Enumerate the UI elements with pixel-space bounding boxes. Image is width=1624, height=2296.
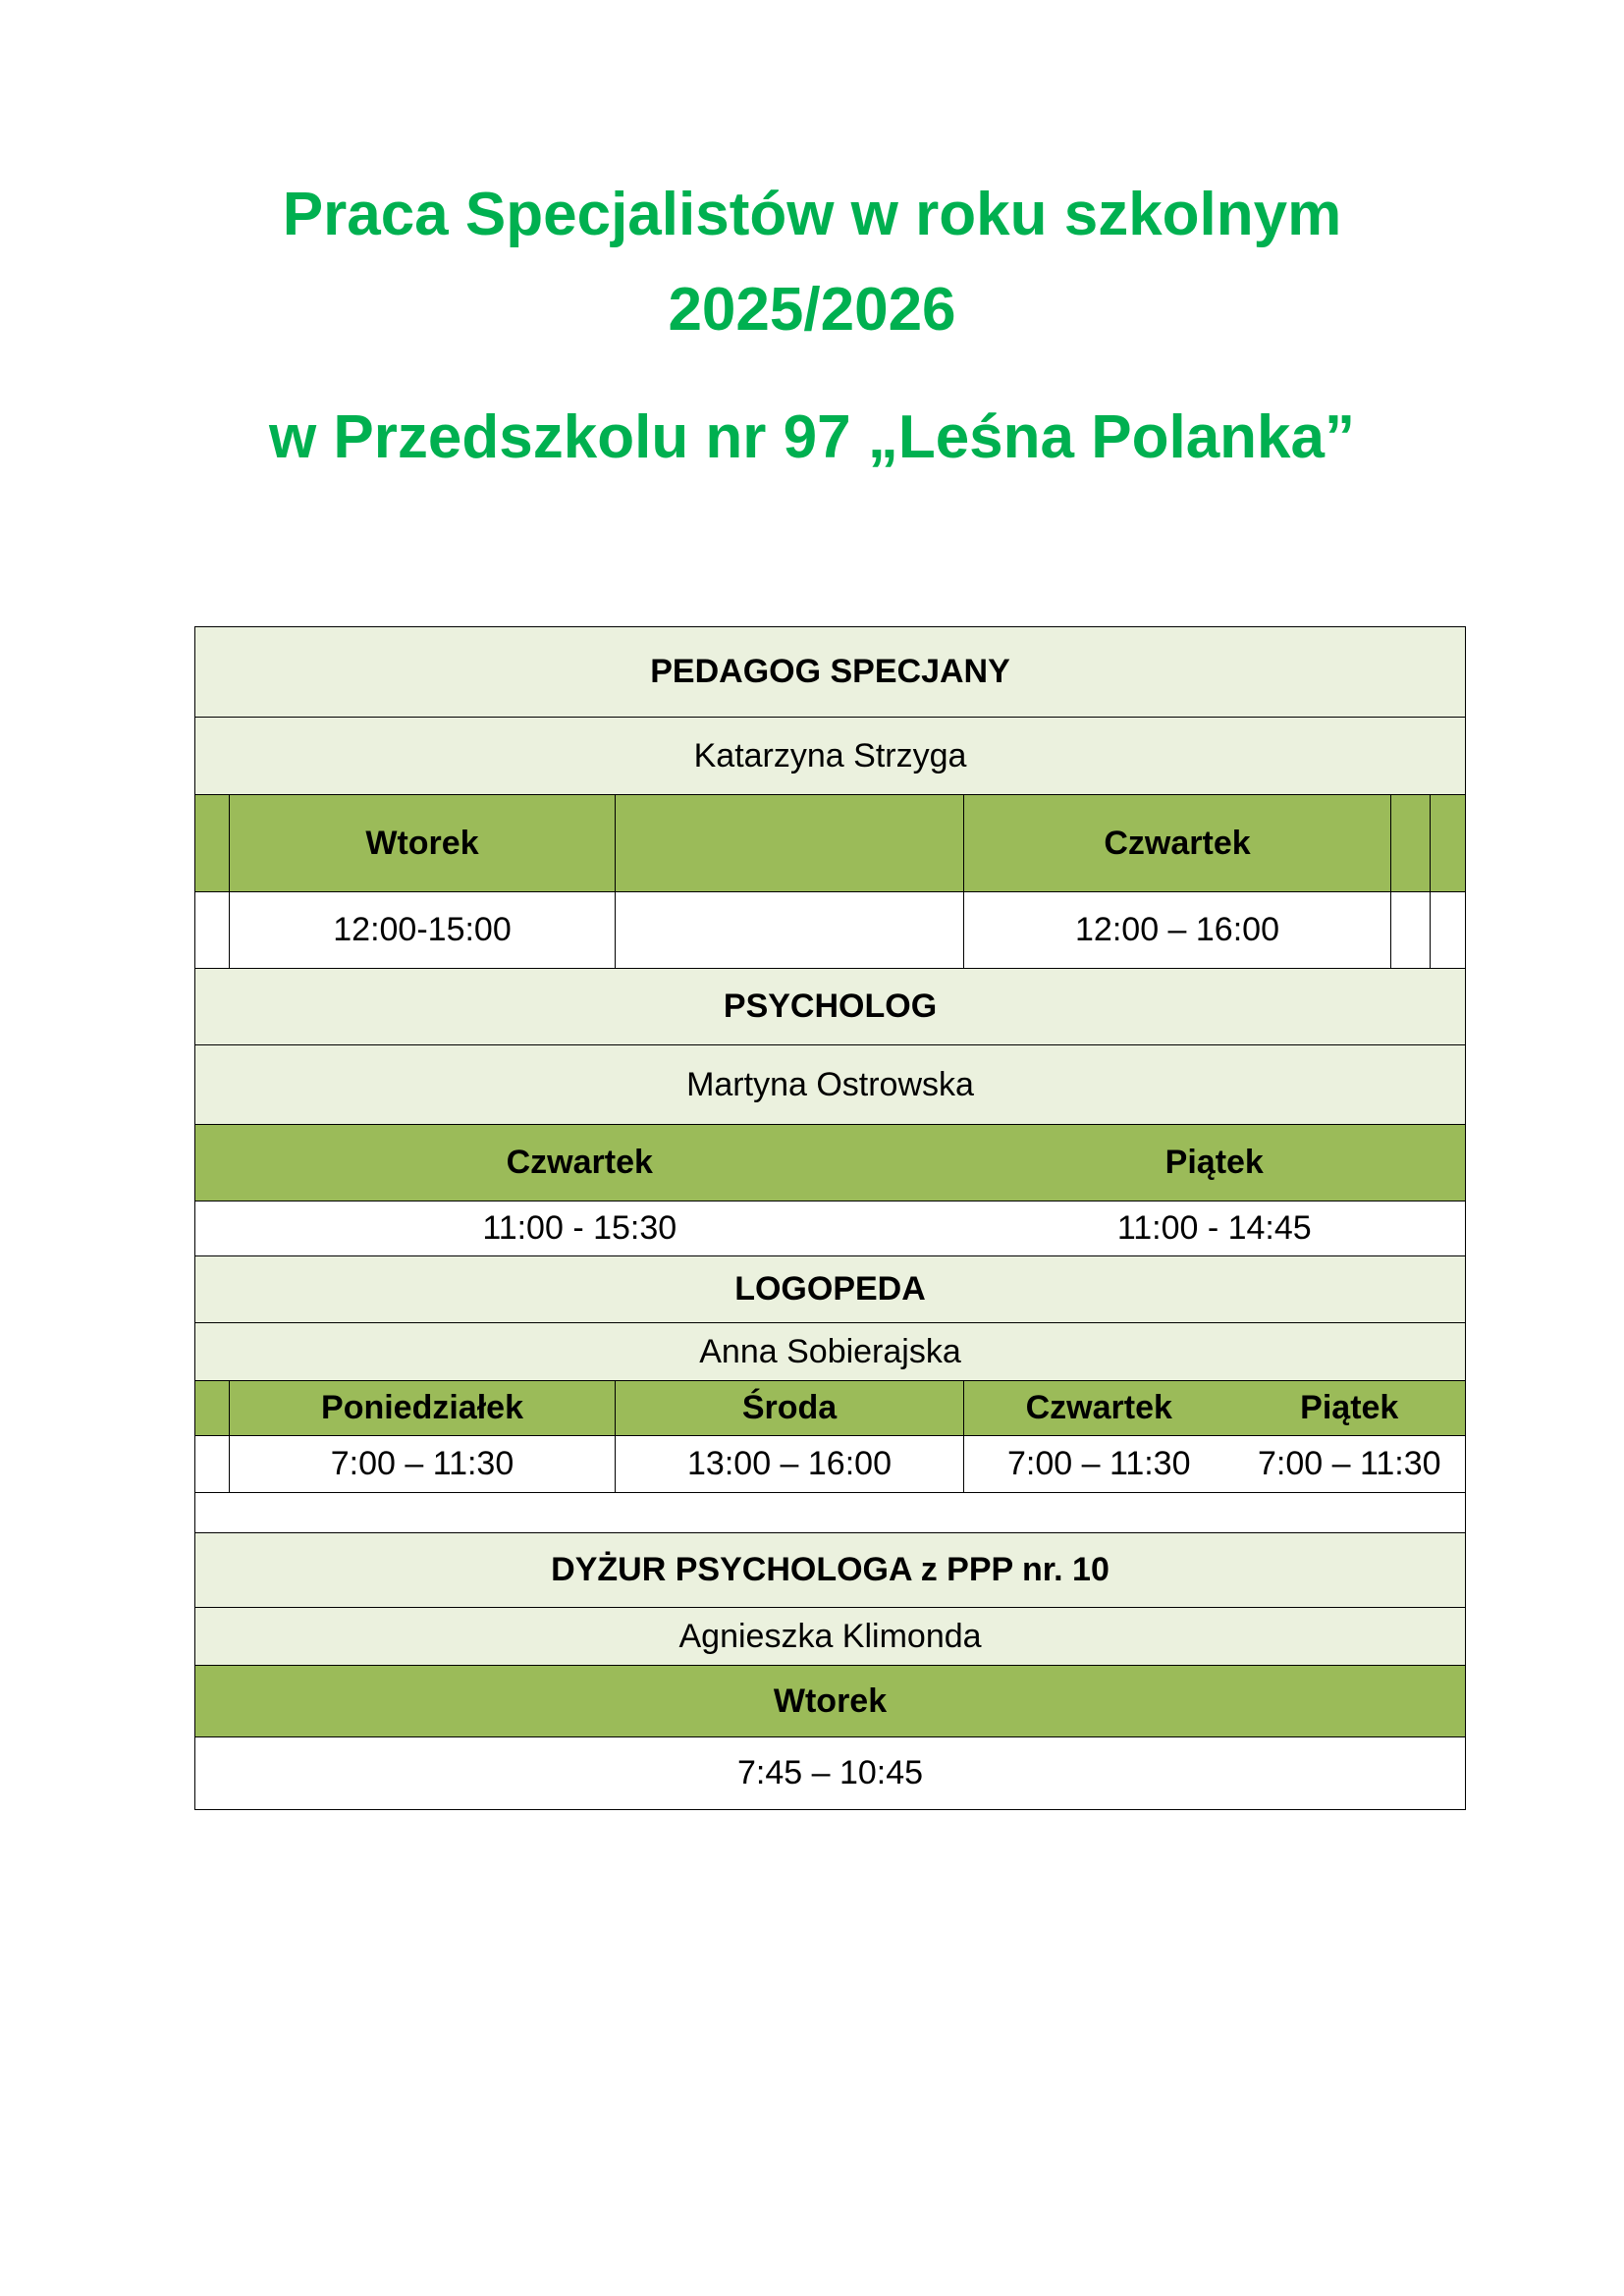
psycholog-day-piatek: Piątek [964,1125,1466,1201]
logopeda-hours-czwartek: 7:00 – 11:30 [964,1436,1234,1493]
psycholog-day-czwartek: Czwartek [195,1125,964,1201]
logopeda-day-czwartek: Czwartek [964,1381,1234,1436]
pedagog-hours-spacer-2 [1391,892,1431,969]
logopeda-hours-piatek: 7:00 – 11:30 [1234,1436,1466,1493]
dyzur-heading-row [195,1533,1466,1608]
spacer-row [195,1493,1466,1533]
dyzur-days-row [195,1666,1466,1737]
logopeda-day-piatek: Piątek [1234,1381,1466,1436]
pedagog-day-spacer [195,795,230,892]
psycholog-days-row [195,1125,1466,1201]
dyzur-hours-row [195,1737,1466,1810]
pedagog-name: Katarzyna Strzyga [195,718,1466,795]
psycholog-heading-row [195,969,1466,1045]
pedagog-day-czwartek: Czwartek [964,795,1391,892]
spacer-cell [195,1493,1466,1533]
pedagog-hours-spacer-3 [1431,892,1466,969]
pedagog-heading-row [195,627,1466,718]
dyzur-day-wtorek: Wtorek [195,1666,1466,1737]
pedagog-day-empty [616,795,964,892]
pedagog-day-wtorek: Wtorek [230,795,616,892]
dyzur-name: Agnieszka Klimonda [195,1608,1466,1666]
logopeda-hours-spacer [195,1436,230,1493]
dyzur-heading: DYŻUR PSYCHOLOGA z PPP nr. 10 [195,1533,1466,1608]
logopeda-days-row [195,1381,1466,1436]
pedagog-heading: PEDAGOG SPECJANY [195,627,1466,718]
logopeda-hours-sroda: 13:00 – 16:00 [616,1436,964,1493]
logopeda-day-spacer [195,1381,230,1436]
psycholog-name: Martyna Ostrowska [195,1045,1466,1125]
pedagog-hours-empty [616,892,964,969]
psycholog-heading: PSYCHOLOG [195,969,1466,1045]
pedagog-hours-wtorek: 12:00-15:00 [230,892,616,969]
psycholog-hours-row [195,1201,1466,1256]
logopeda-name-row [195,1323,1466,1381]
pedagog-name-row [195,718,1466,795]
pedagog-day-spacer-2 [1391,795,1431,892]
logopeda-heading-row [195,1256,1466,1323]
psycholog-name-row [195,1045,1466,1125]
psycholog-hours-piatek: 11:00 - 14:45 [964,1201,1466,1256]
logopeda-hours-poniedzialek: 7:00 – 11:30 [230,1436,616,1493]
logopeda-hours-row [195,1436,1466,1493]
logopeda-day-sroda: Środa [616,1381,964,1436]
dyzur-hours-wtorek: 7:45 – 10:45 [195,1737,1466,1810]
logopeda-heading: LOGOPEDA [195,1256,1466,1323]
pedagog-days-row [195,795,1466,892]
pedagog-hours-row [195,892,1466,969]
pedagog-day-spacer-3 [1431,795,1466,892]
pedagog-hours-spacer [195,892,230,969]
logopeda-name: Anna Sobierajska [195,1323,1466,1381]
page-title-line-2: 2025/2026 [668,276,956,344]
logopeda-day-poniedzialek: Poniedziałek [230,1381,616,1436]
schedule-table [194,626,1466,1810]
page-title-line-1: Praca Specjalistów w roku szkolnym [282,181,1342,248]
dyzur-name-row [195,1608,1466,1666]
page-title-line-3: w Przedszkolu nr 97 „Leśna Polanka” [268,403,1356,471]
psycholog-hours-czwartek: 11:00 - 15:30 [195,1201,964,1256]
pedagog-hours-czwartek: 12:00 – 16:00 [964,892,1391,969]
